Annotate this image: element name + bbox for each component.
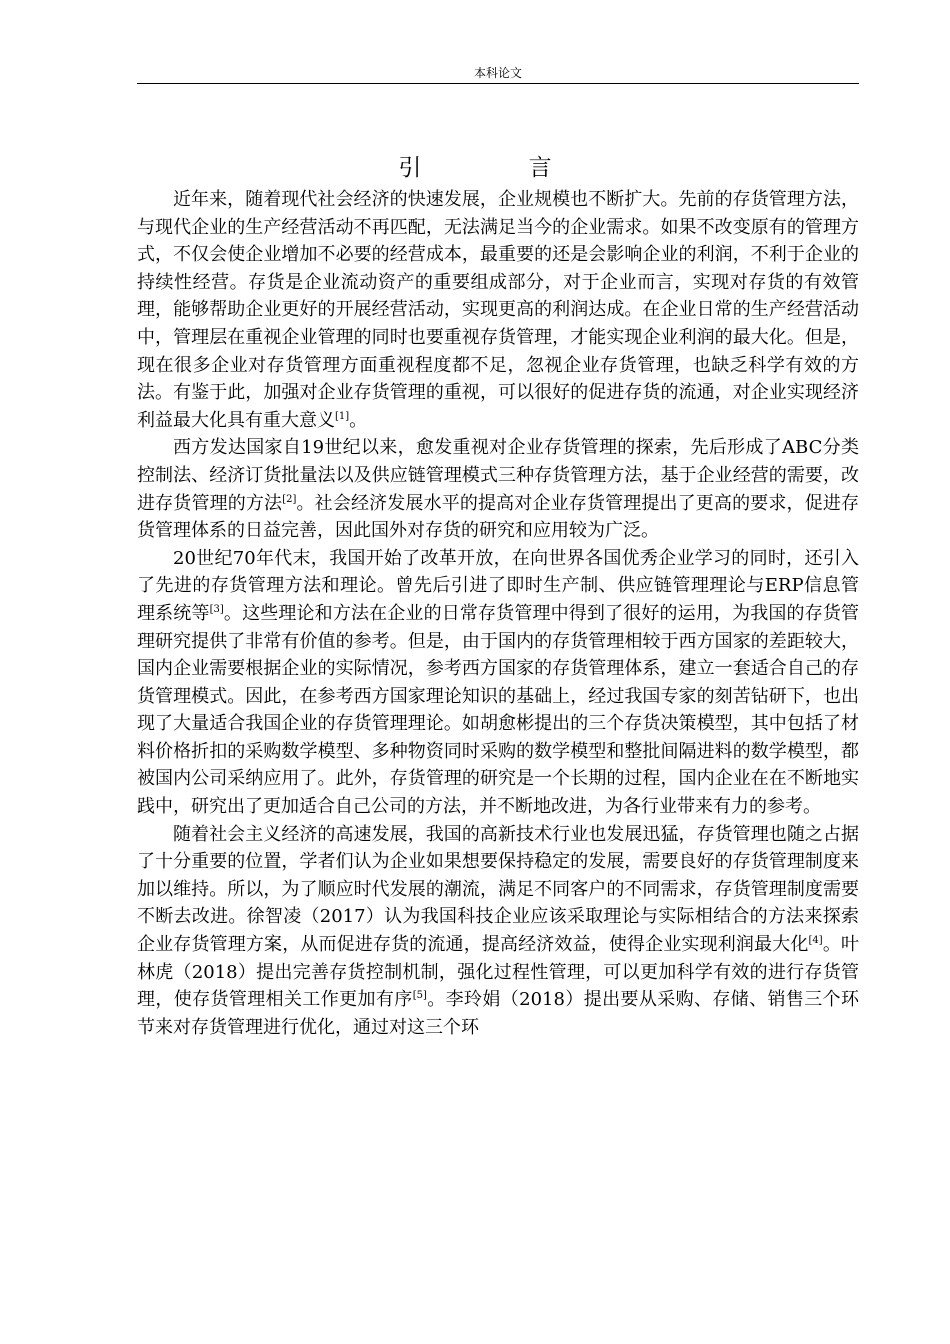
citation-marker: [1] bbox=[335, 410, 350, 422]
paragraph-text: 20世纪70年代末，我国开始了改革开放，在向世界各国优秀企业学习的同时，还引入了先进的存货管理方法和理论。曾先后引进了即时生产制、供应链管理理论与ERP信息管理系统等 bbox=[137, 547, 859, 624]
paragraph-text: 。 bbox=[349, 409, 368, 431]
paragraph bbox=[137, 186, 859, 434]
paragraph-text: 。李玲娟（2018）提出要从采购、存储、销售三个环节来对存货管理进行优化，通过对这三个环 bbox=[137, 989, 859, 1038]
body-text bbox=[137, 186, 859, 1041]
paragraph-text: 随着社会主义经济的高速发展，我国的高新技术行业也发展迅猛，存货管理也随之占据了十分重要的位置，学者们认为企业如果想要保持稳定的发展，需要良好的存货管理制度来加以维持。所以，为了顺应时代发展的潮流，满足不同客户的不同需求，存货管理制度需要不断去改进。徐智凌（2017）认为我国科技企业应该采取理论与实际相结合的方法来探索企业存货管理方案，从而促进存货的流通，提高经济效益，使得企业实现利润最大化 bbox=[137, 823, 859, 956]
citation-marker: [4] bbox=[808, 935, 823, 947]
paragraph-text: 西方发达国家自19世纪以来，愈发重视对企业存货管理的探索，先后形成了ABC分类控制法、经济订货批量法以及供应链管理模式三种存货管理方法，基于企业经营的需要，改进存货管理的方法 bbox=[137, 437, 859, 514]
paragraph bbox=[137, 545, 859, 821]
citation-marker: [3] bbox=[209, 603, 224, 615]
section-title: 引 言 bbox=[398, 155, 602, 181]
paragraph-text: 。这些理论和方法在企业的日常存货管理中得到了很好的运用，为我国的存货管理研究提供了非常有价值的参考。但是，由于国内的存货管理相较于西方国家的差距较大，国内企业需要根据企业的实际情况，参考西方国家的存货管理体系，建立一套适合自己的存货管理模式。因此，在参考西方国家理论知识的基础上，经过我国专家的刻苦钻研下，也出现了大量适合我国企业的存货管理理论。如胡愈彬提出的三个存货决策模型，其中包括了材料价格折扣的采购数学模型、多种物资同时采购的数学模型和整批间隔进料的数学模型，都被国内公司采纳应用了。此外，存货管理的研究是一个长期的过程，国内企业在在不断地实践中，研究出了更加适合自己公司的方法，并不断地改进，为各行业带来有力的参考。 bbox=[137, 602, 860, 818]
paragraph-text: 。叶林虎（2018）提出完善存货控制机制，强化过程性管理，可以更加科学有效的进行存货管理，使存货管理相关工作更加有序 bbox=[137, 934, 860, 1011]
running-header: 本科论文 bbox=[473, 66, 522, 80]
citation-marker: [2] bbox=[282, 493, 297, 505]
header-rule bbox=[137, 83, 859, 84]
paragraph bbox=[137, 434, 859, 544]
paragraph-text: 近年来，随着现代社会经济的快速发展，企业规模也不断扩大。先前的存货管理方法，与现代企业的生产经营活动不再匹配，无法满足当今的企业需求。如果不改变原有的管理方式，不仅会使企业增加不必要的经营成本，最重要的还是会影响企业的利润，不利于企业的持续性经营。存货是企业流动资产的重要组成部分，对于企业而言，实现对存货的有效管理，能够帮助企业更好的开展经营活动，实现更高的利润达成。在企业日常的生产经营活动中，管理层在重视企业管理的同时也要重视存货管理，才能实现企业利润的最大化。但是，现在很多企业对存货管理方面重视程度都不足，忽视企业存货管理，也缺乏科学有效的方法。有鉴于此，加强对企业存货管理的重视，可以很好的促进存货的流通，对企业实现经济利益最大化具有重大意义 bbox=[137, 189, 859, 431]
paragraph-text: 。社会经济发展水平的提高对企业存货管理提出了更高的要求，促进存货管理体系的日益完善，因此国外对存货的研究和应用较为广泛。 bbox=[137, 492, 860, 542]
paragraph bbox=[137, 821, 859, 1042]
citation-marker: [5] bbox=[412, 990, 427, 1002]
